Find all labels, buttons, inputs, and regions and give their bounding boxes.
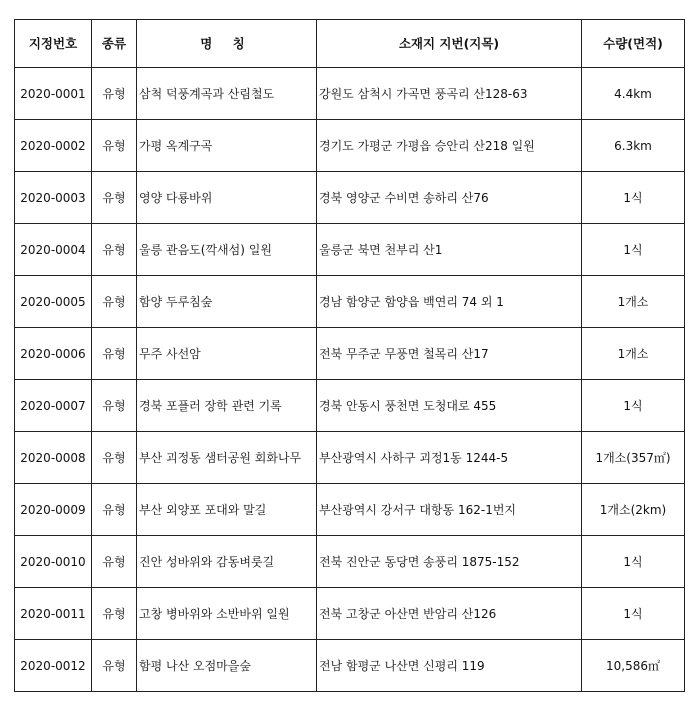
cell-name: 고창 병바위와 소반바위 일원 <box>137 588 317 640</box>
cell-id: 2020-0004 <box>15 224 92 276</box>
cell-location: 경북 안동시 풍천면 도청대로 455 <box>317 380 582 432</box>
cell-quantity: 1식 <box>582 588 685 640</box>
cell-type: 유형 <box>92 328 137 380</box>
cell-location: 경기도 가평군 가평읍 승안리 산218 일원 <box>317 120 582 172</box>
cell-id: 2020-0007 <box>15 380 92 432</box>
designation-table <box>14 19 685 692</box>
cell-type: 유형 <box>92 68 137 120</box>
cell-quantity: 10,586㎡ <box>582 640 685 692</box>
header-location: 소재지 지번(지목) <box>317 20 582 68</box>
cell-name: 삼척 덕풍계곡과 산림철도 <box>137 68 317 120</box>
cell-type: 유형 <box>92 276 137 328</box>
cell-quantity: 1개소(2km) <box>582 484 685 536</box>
cell-name: 영양 다룡바위 <box>137 172 317 224</box>
cell-location: 부산광역시 사하구 괴정1동 1244-5 <box>317 432 582 484</box>
cell-type: 유형 <box>92 120 137 172</box>
cell-id: 2020-0011 <box>15 588 92 640</box>
cell-quantity: 1개소 <box>582 276 685 328</box>
header-id: 지정번호 <box>15 20 92 68</box>
cell-name: 울릉 관음도(깍새섬) 일원 <box>137 224 317 276</box>
header-quantity: 수량(면적) <box>582 20 685 68</box>
cell-name: 함평 나산 오점마을숲 <box>137 640 317 692</box>
cell-quantity: 4.4km <box>582 68 685 120</box>
cell-type: 유형 <box>92 380 137 432</box>
cell-name: 가평 옥계구곡 <box>137 120 317 172</box>
cell-quantity: 1개소(357㎡) <box>582 432 685 484</box>
table-row <box>15 276 685 328</box>
cell-location: 울릉군 북면 천부리 산1 <box>317 224 582 276</box>
cell-type: 유형 <box>92 432 137 484</box>
table-row <box>15 588 685 640</box>
table-row <box>15 380 685 432</box>
cell-name: 부산 외양포 포대와 말길 <box>137 484 317 536</box>
header-name: 명 칭 <box>137 20 317 68</box>
cell-type: 유형 <box>92 224 137 276</box>
cell-location: 경북 영양군 수비면 송하리 산76 <box>317 172 582 224</box>
table-row <box>15 432 685 484</box>
cell-name: 부산 괴정동 샘터공원 회화나무 <box>137 432 317 484</box>
registry-table-container <box>14 19 685 692</box>
cell-type: 유형 <box>92 172 137 224</box>
cell-id: 2020-0005 <box>15 276 92 328</box>
cell-id: 2020-0009 <box>15 484 92 536</box>
table-row <box>15 224 685 276</box>
cell-name: 무주 사선암 <box>137 328 317 380</box>
cell-quantity: 6.3km <box>582 120 685 172</box>
cell-id: 2020-0003 <box>15 172 92 224</box>
cell-quantity: 1식 <box>582 172 685 224</box>
cell-type: 유형 <box>92 536 137 588</box>
header-type: 종류 <box>92 20 137 68</box>
cell-type: 유형 <box>92 640 137 692</box>
cell-quantity: 1식 <box>582 224 685 276</box>
cell-id: 2020-0010 <box>15 536 92 588</box>
table-row <box>15 120 685 172</box>
cell-location: 전북 고창군 아산면 반암리 산126 <box>317 588 582 640</box>
table-row <box>15 328 685 380</box>
table-row <box>15 172 685 224</box>
cell-quantity: 1식 <box>582 380 685 432</box>
cell-location: 부산광역시 강서구 대항동 162-1번지 <box>317 484 582 536</box>
table-row <box>15 484 685 536</box>
table-row <box>15 640 685 692</box>
cell-id: 2020-0006 <box>15 328 92 380</box>
cell-id: 2020-0012 <box>15 640 92 692</box>
cell-id: 2020-0001 <box>15 68 92 120</box>
cell-name: 진안 성바위와 감동벼룻길 <box>137 536 317 588</box>
cell-location: 전북 무주군 무풍면 철목리 산17 <box>317 328 582 380</box>
cell-type: 유형 <box>92 484 137 536</box>
cell-quantity: 1개소 <box>582 328 685 380</box>
table-row <box>15 536 685 588</box>
cell-id: 2020-0002 <box>15 120 92 172</box>
table-header-row <box>15 20 685 68</box>
cell-location: 경남 함양군 함양읍 백연리 74 외 1 <box>317 276 582 328</box>
cell-name: 함양 두루침숲 <box>137 276 317 328</box>
cell-id: 2020-0008 <box>15 432 92 484</box>
cell-location: 전남 함평군 나산면 신평리 119 <box>317 640 582 692</box>
cell-location: 강원도 삼척시 가곡면 풍곡리 산128-63 <box>317 68 582 120</box>
cell-type: 유형 <box>92 588 137 640</box>
cell-quantity: 1식 <box>582 536 685 588</box>
cell-location: 전북 진안군 동당면 송풍리 1875-152 <box>317 536 582 588</box>
cell-name: 경북 포플러 장학 관련 기록 <box>137 380 317 432</box>
table-row <box>15 68 685 120</box>
